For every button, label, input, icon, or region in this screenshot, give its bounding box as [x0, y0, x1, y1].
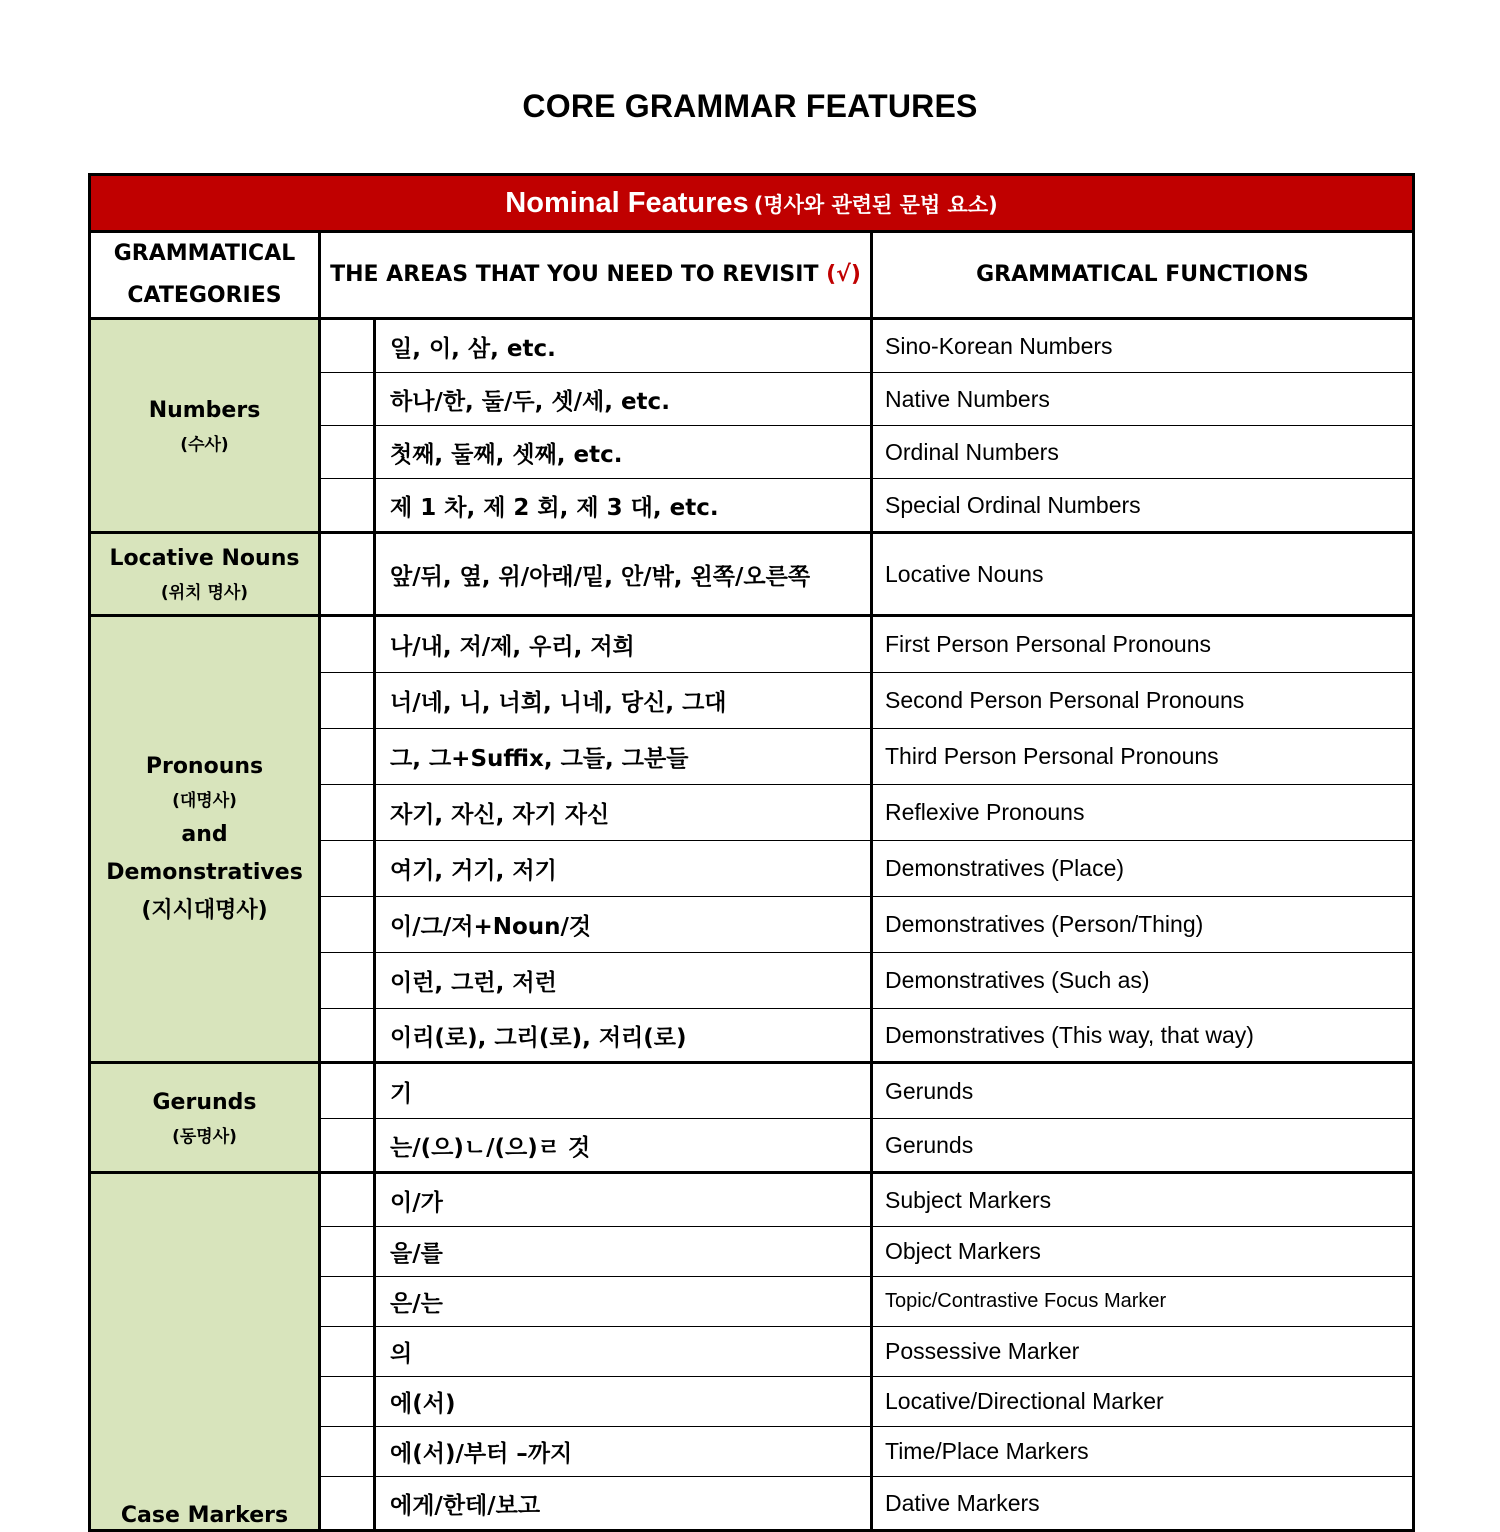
revisit-checkbox[interactable]	[320, 1227, 375, 1277]
banner-subtitle: (명사와 관련된 문법 요소)	[753, 192, 998, 217]
grammar-form: 는/(으)ㄴ/(으)ㄹ 것	[375, 1119, 872, 1173]
category-korean-2: (지시대명사)	[141, 898, 268, 923]
revisit-checkbox[interactable]	[320, 1119, 375, 1173]
grammar-function: Second Person Personal Pronouns	[872, 673, 1414, 729]
grammar-function: Special Ordinal Numbers	[872, 479, 1414, 533]
revisit-checkbox[interactable]	[320, 1009, 375, 1063]
revisit-checkbox[interactable]	[320, 616, 375, 673]
revisit-checkbox[interactable]	[320, 426, 375, 479]
grammar-form: 일, 이, 삼, etc.	[375, 319, 872, 373]
grammar-form: 에게/한테/보고	[375, 1477, 872, 1531]
grammar-function: Demonstratives (Person/Thing)	[872, 897, 1414, 953]
category-pronouns-demonstratives	[90, 616, 320, 1063]
grammar-function: Third Person Personal Pronouns	[872, 729, 1414, 785]
grammar-function: First Person Personal Pronouns	[872, 616, 1414, 673]
grammar-table	[88, 173, 1415, 1532]
grammar-function: Subject Markers	[872, 1173, 1414, 1227]
grammar-form: 이리(로), 그리(로), 저리(로)	[375, 1009, 872, 1063]
grammar-form: 이런, 그런, 저런	[375, 953, 872, 1009]
revisit-checkbox[interactable]	[320, 1173, 375, 1227]
category-name: Gerunds	[152, 1089, 257, 1115]
category-korean: (대명사)	[172, 791, 237, 811]
category-case-markers	[90, 1173, 320, 1531]
category-korean: (위치 명사)	[160, 583, 249, 603]
revisit-checkbox[interactable]	[320, 897, 375, 953]
grammar-form: 에(서)	[375, 1377, 872, 1427]
grammar-function: Demonstratives (This way, that way)	[872, 1009, 1414, 1063]
grammar-form: 이/그/저+Noun/것	[375, 897, 872, 953]
grammar-form: 의	[375, 1327, 872, 1377]
revisit-checkbox[interactable]	[320, 1377, 375, 1427]
header-categories	[90, 232, 320, 319]
header-revisit	[320, 232, 872, 319]
grammar-form: 앞/뒤, 옆, 위/아래/밑, 안/밖, 왼쪽/오른쪽	[375, 533, 872, 616]
header-revisit-label: THE AREAS THAT YOU NEED TO REVISIT	[330, 262, 819, 287]
grammar-function: Possessive Marker	[872, 1327, 1414, 1377]
grammar-form: 너/네, 니, 너희, 니네, 당신, 그대	[375, 673, 872, 729]
revisit-checkbox[interactable]	[320, 953, 375, 1009]
revisit-checkbox[interactable]	[320, 1327, 375, 1377]
grammar-function: Topic/Contrastive Focus Marker	[872, 1277, 1414, 1327]
category-korean: (동명사)	[172, 1126, 237, 1147]
revisit-checkbox[interactable]	[320, 1477, 375, 1531]
grammar-function: Sino-Korean Numbers	[872, 319, 1414, 373]
category-conjunction: and	[181, 822, 228, 847]
banner-title: Nominal Features	[505, 186, 749, 219]
revisit-checkbox[interactable]	[320, 319, 375, 373]
header-categories-line2: CATEGORIES	[127, 283, 282, 308]
grammar-form: 하나/한, 둘/두, 셋/세, etc.	[375, 373, 872, 426]
grammar-function: Locative Nouns	[872, 533, 1414, 616]
grammar-function: Demonstratives (Place)	[872, 841, 1414, 897]
revisit-checkbox[interactable]	[320, 785, 375, 841]
section-banner	[90, 175, 1414, 232]
revisit-checkbox[interactable]	[320, 479, 375, 533]
revisit-checkbox[interactable]	[320, 841, 375, 897]
grammar-function: Demonstratives (Such as)	[872, 953, 1414, 1009]
grammar-form: 에(서)/부터 –까지	[375, 1427, 872, 1477]
grammar-form: 을/를	[375, 1227, 872, 1277]
category-name-2: Demonstratives	[106, 860, 303, 885]
revisit-checkbox[interactable]	[320, 1063, 375, 1119]
grammar-function: Locative/Directional Marker	[872, 1377, 1414, 1427]
grammar-form: 이/가	[375, 1173, 872, 1227]
grammar-function: Native Numbers	[872, 373, 1414, 426]
category-name: Numbers	[148, 397, 261, 423]
grammar-function: Object Markers	[872, 1227, 1414, 1277]
grammar-form: 자기, 자신, 자기 자신	[375, 785, 872, 841]
category-name: Case Markers	[120, 1503, 289, 1528]
page-title: CORE GRAMMAR FEATURES	[522, 88, 978, 124]
grammar-form: 은/는	[375, 1277, 872, 1327]
category-name: Locative Nouns	[109, 546, 300, 571]
grammar-form: 그, 그+Suffix, 그들, 그분들	[375, 729, 872, 785]
grammar-form: 첫째, 둘째, 셋째, etc.	[375, 426, 872, 479]
revisit-checkbox[interactable]	[320, 673, 375, 729]
revisit-checkbox[interactable]	[320, 1427, 375, 1477]
header-categories-line1: GRAMMATICAL	[113, 241, 296, 266]
header-functions: GRAMMATICAL FUNCTIONS	[872, 232, 1414, 319]
revisit-checkbox[interactable]	[320, 1277, 375, 1327]
grammar-form: 기	[375, 1063, 872, 1119]
revisit-checkbox[interactable]	[320, 729, 375, 785]
revisit-checkbox[interactable]	[320, 533, 375, 616]
category-numbers	[90, 319, 320, 533]
grammar-function: Ordinal Numbers	[872, 426, 1414, 479]
checkmark-icon: (√)	[826, 262, 861, 287]
grammar-function: Gerunds	[872, 1119, 1414, 1173]
grammar-form: 나/내, 저/제, 우리, 저희	[375, 616, 872, 673]
revisit-checkbox[interactable]	[320, 373, 375, 426]
category-name: Pronouns	[145, 754, 264, 779]
grammar-form: 제 1 차, 제 2 회, 제 3 대, etc.	[375, 479, 872, 533]
category-korean: (수사)	[180, 434, 229, 455]
category-gerunds	[90, 1063, 320, 1173]
grammar-function: Gerunds	[872, 1063, 1414, 1119]
grammar-function: Time/Place Markers	[872, 1427, 1414, 1477]
grammar-function: Reflexive Pronouns	[872, 785, 1414, 841]
grammar-form: 여기, 거기, 저기	[375, 841, 872, 897]
category-locative-nouns	[90, 533, 320, 616]
grammar-function: Dative Markers	[872, 1477, 1414, 1531]
